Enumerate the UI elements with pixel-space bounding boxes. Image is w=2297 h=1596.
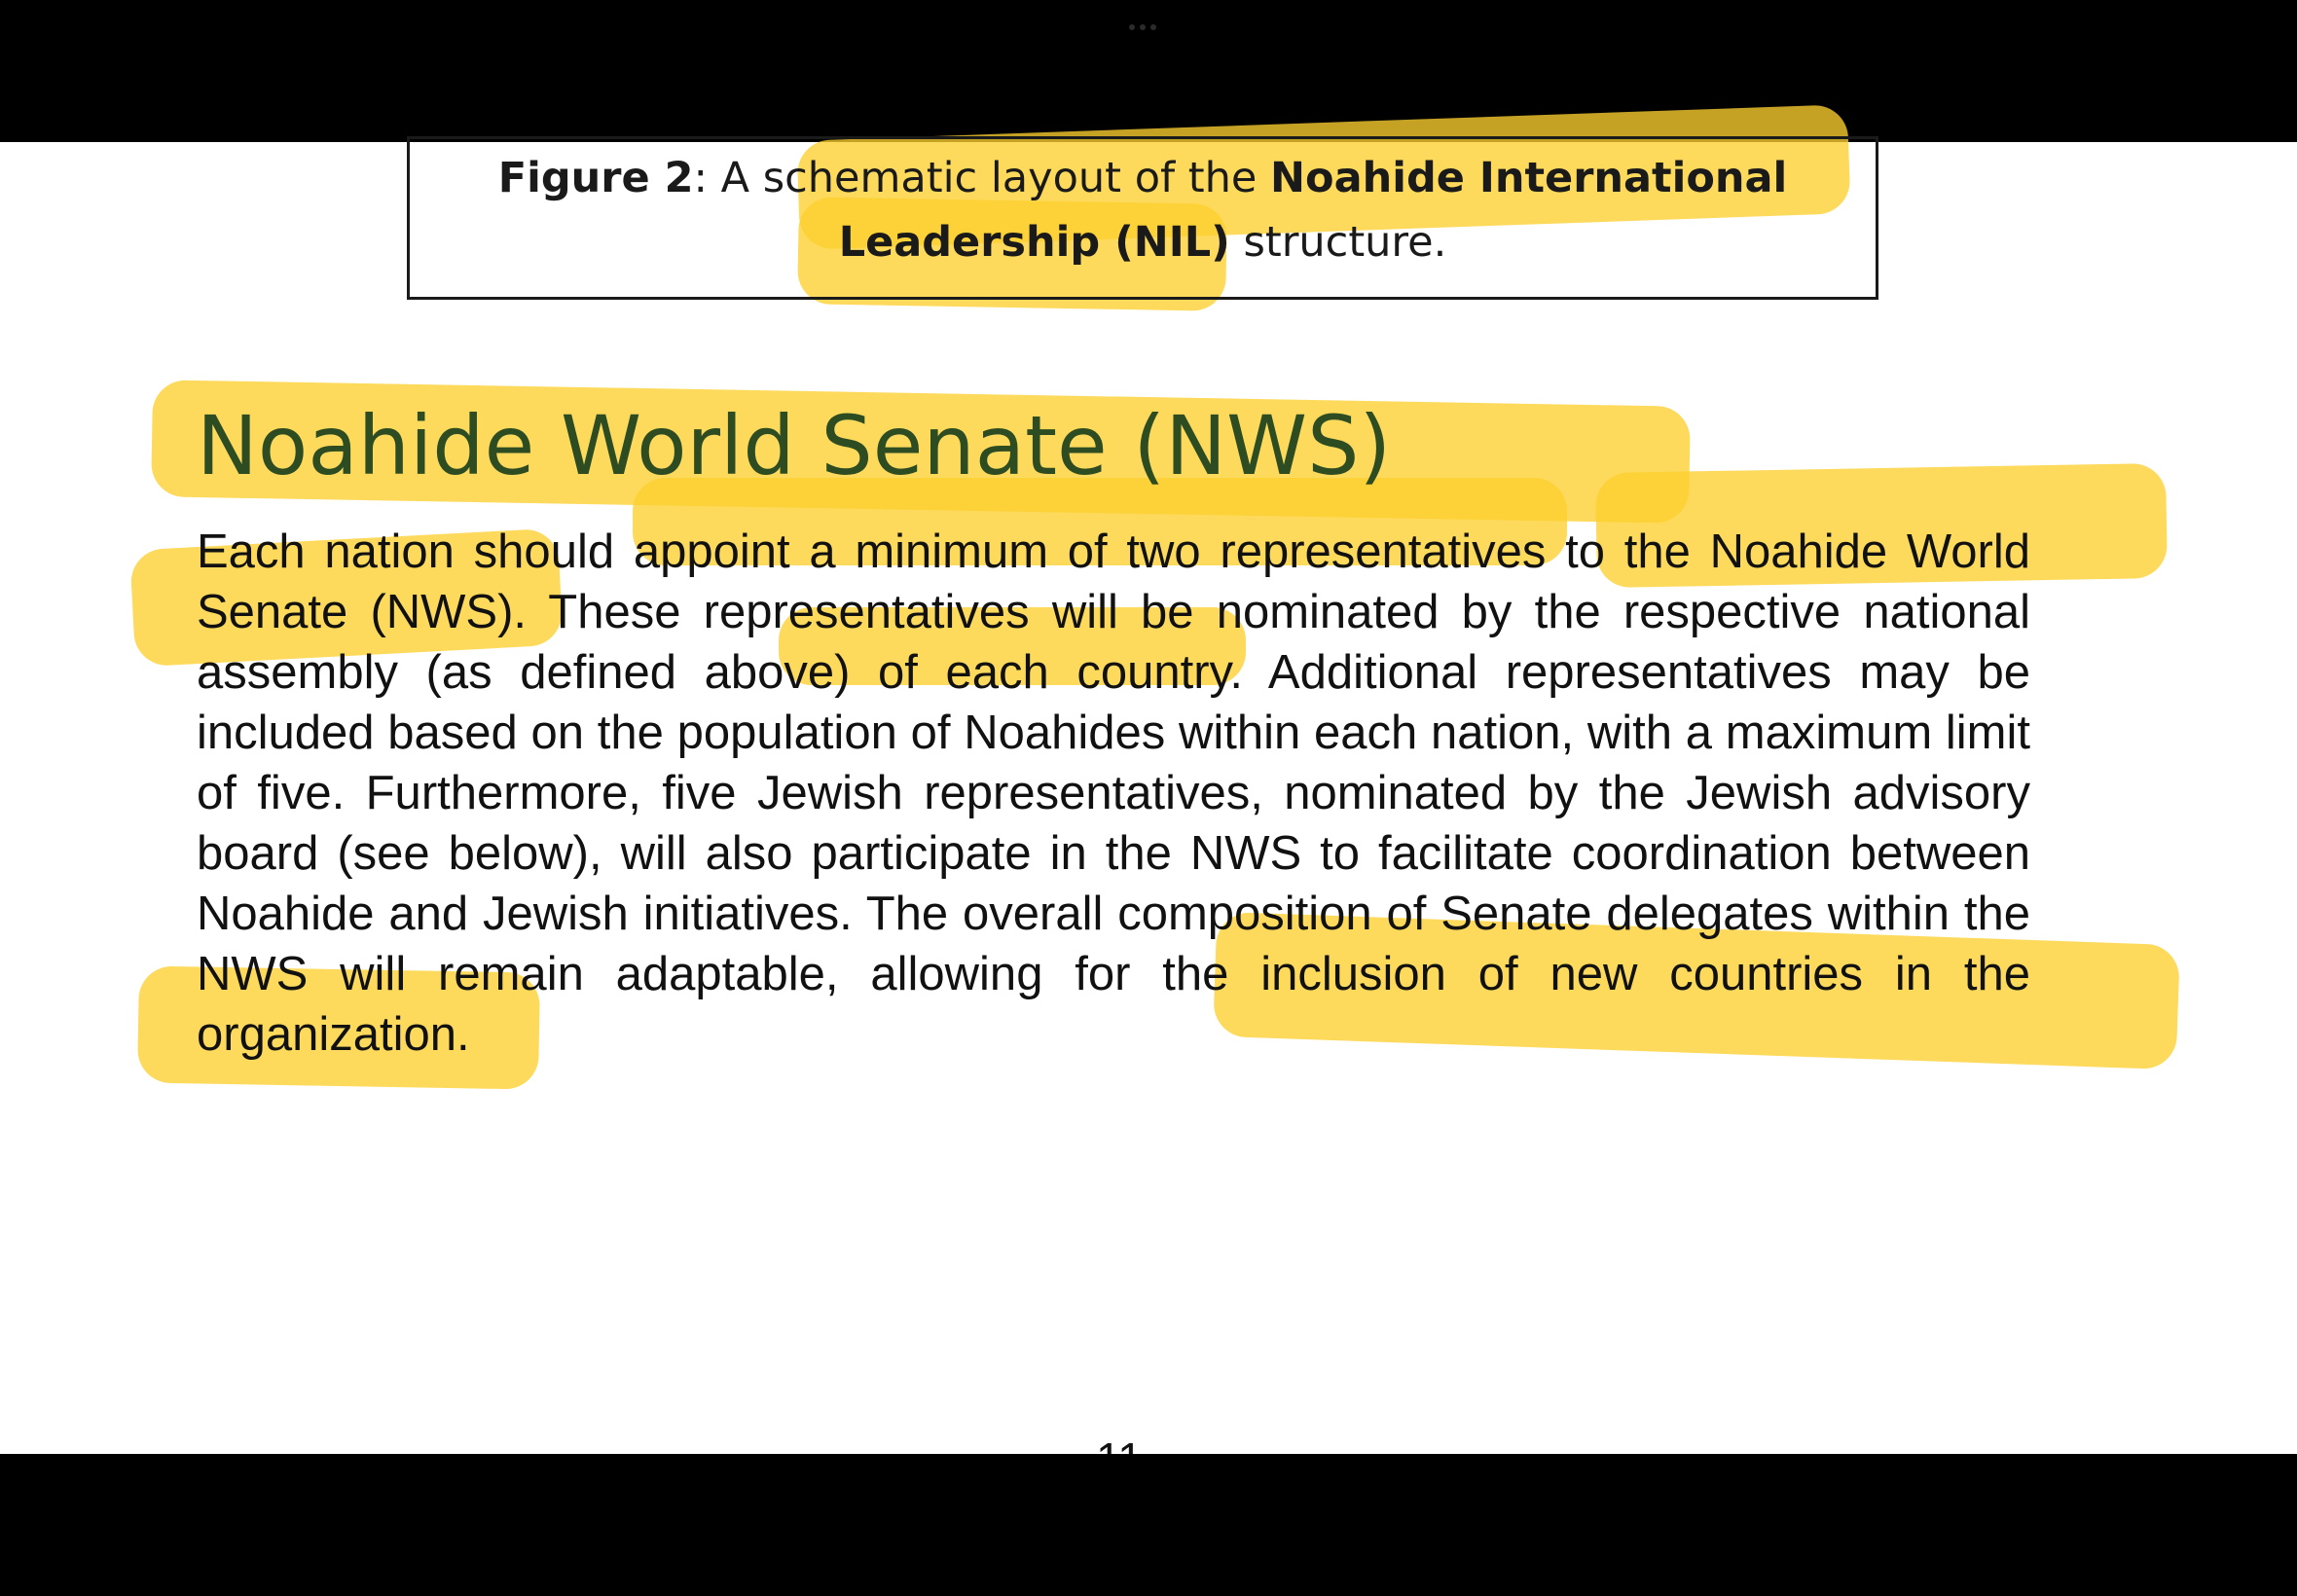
figure-caption-term: Leadership (NIL) bbox=[838, 218, 1230, 267]
figure-caption bbox=[419, 146, 1867, 274]
document-page[interactable] bbox=[0, 142, 2297, 1454]
bottom-bar bbox=[0, 1454, 2297, 1596]
more-options-icon[interactable] bbox=[1129, 18, 1168, 25]
figure-caption-text: structure. bbox=[1229, 218, 1447, 267]
figure-label: Figure 2 bbox=[497, 154, 694, 202]
figure-caption-text: : A schematic layout of the bbox=[693, 154, 1271, 202]
body-paragraph: Each nation should appoint a minimum of two representatives to the Noahide World Senate (NWS). These representatives will be nominated by the respective national assembly (as defined above) of each country. Additional representatives may be included based on the population of Noahides within each nation, with a maximum limit of five. Furthermore, five Jewish representatives, nominated by the Jewish advisory board (see below), will also participate in the NWS to facilitate coordination between Noahide and Jewish initiatives. The overall composition of Senate delegates within the NWS will remain adaptable, allowing for the inclusion of new countries in the organization. bbox=[197, 526, 2030, 1061]
figure-caption-term: Noahide International bbox=[1270, 154, 1788, 202]
top-bar bbox=[0, 0, 2297, 142]
section-heading: Noahide World Senate (NWS) bbox=[197, 398, 1392, 493]
